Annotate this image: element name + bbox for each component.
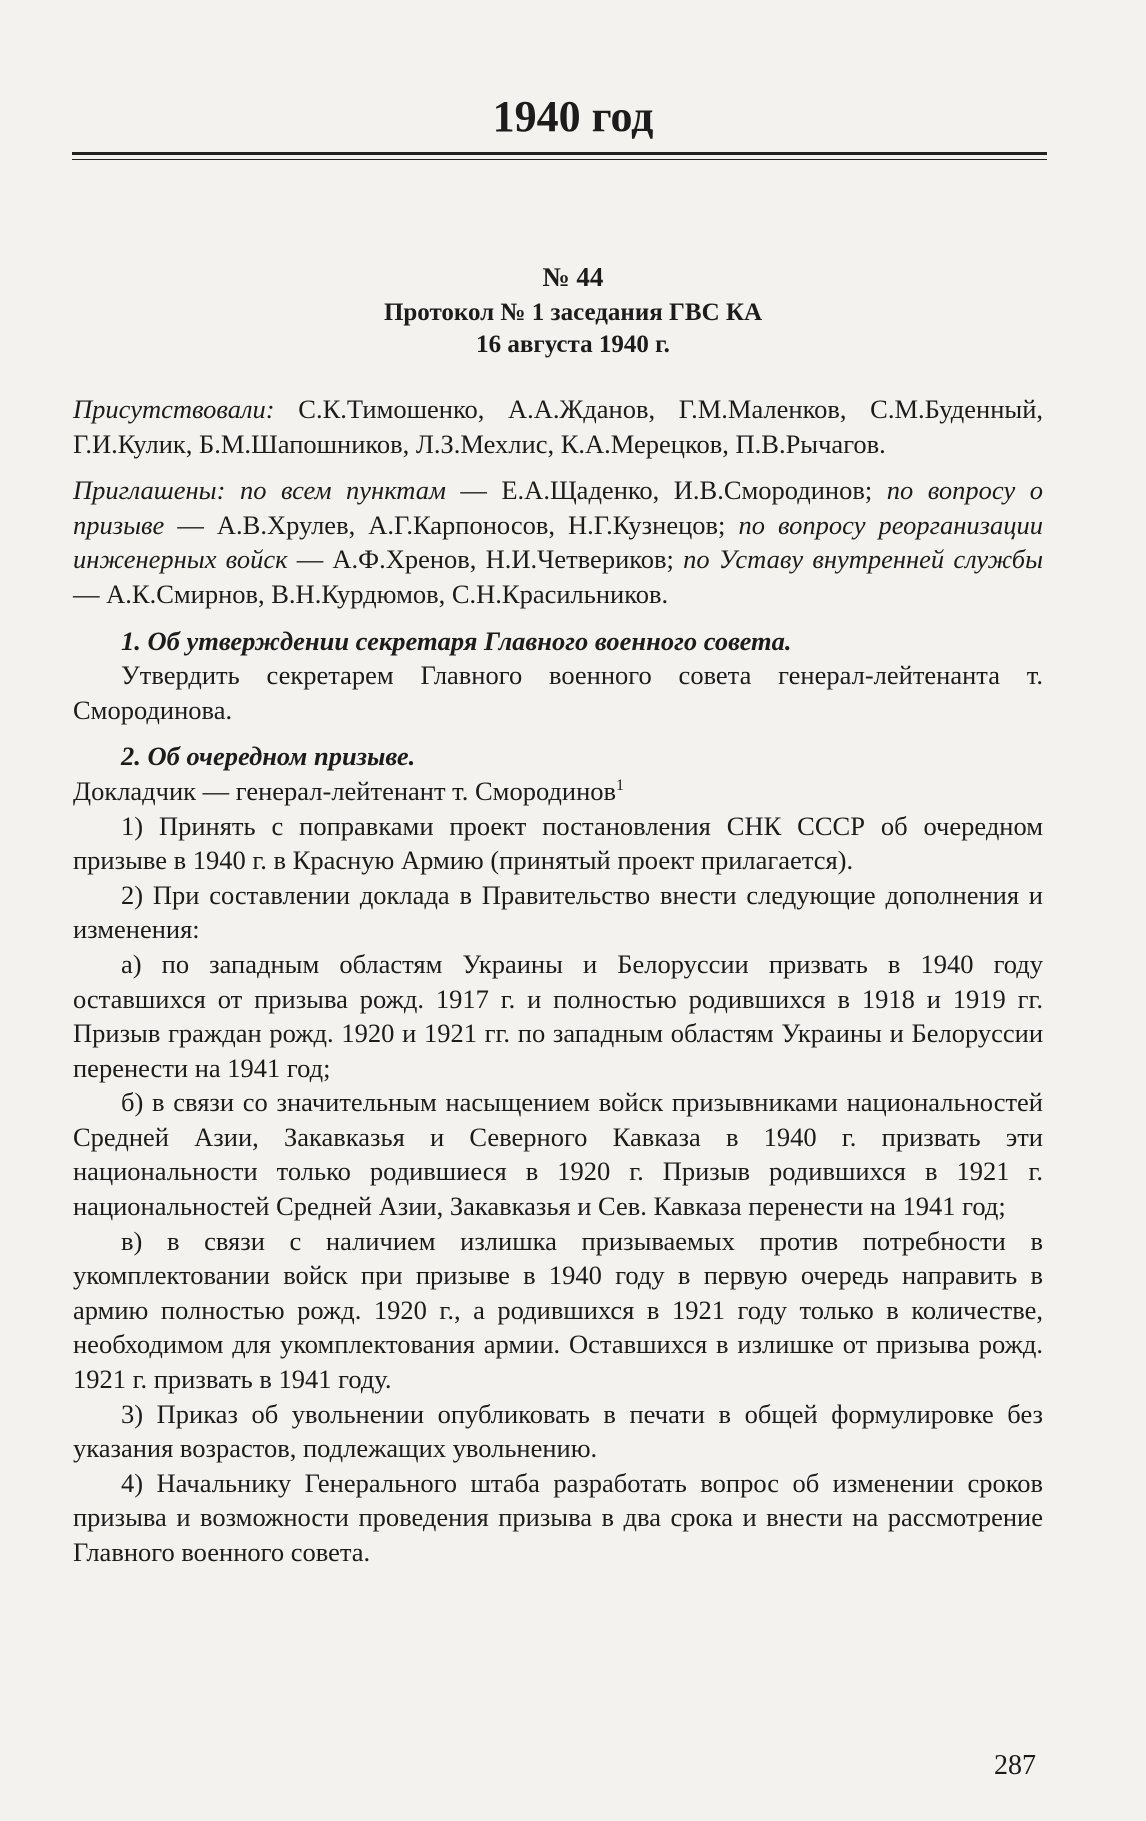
document-body [73,392,1043,1570]
invited-eng-label: по вопросу реорганизации инженерных войск [73,509,1044,575]
running-header-year: 1940 год [492,92,654,141]
section2-item-2a: а) по западным областям Украины и Белоруссии призвать в 1940 году оставшихся от призыва рожд. 1917 г. и полностью родившихся в 1918 и 1919 гг. Призыв граждан рожд. 1920 и 1921 гг. по западным областям Украины и Белоруссии перенести на 1941 год; [73,948,1043,1083]
section2-item-4: 4) Начальнику Генерального штаба разработать вопрос об изменении сроков призыва и возможности проведения призыва в два срока и внести на рассмотрение Главного военного совета. [73,1467,1043,1567]
section2-item-3: 3) Приказ об увольнении опубликовать в печати в общей формулировке без указания возрастов, подлежащих увольнению. [73,1398,1043,1464]
section2-item-2v: в) в связи с наличием излишка призываемых против потребности в укомплектовании войск при призыве в 1940 году в первую очередь направить в армию полностью рожд. 1920 г., а родившихся в 1921 году только в количестве, необходимом для укомплектования армии. Оставшихся в излишке от призыва рожд. 1921 г. призвать в 1941 году. [73,1225,1043,1395]
invited-draft-label: по вопросу о призыве [73,475,1043,540]
invited-eng-names: — А.Ф.Хренов, Н.И.Четвериков; [296,544,674,575]
section2-heading: 2. Об очередном призыве. [121,741,416,772]
section1-heading: 1. Об утверждении секретаря Главного военного совета. [121,625,792,656]
title-line-2: 16 августа 1940 г. [476,331,670,358]
invited-all-label: по всем пунктам [239,475,446,506]
section2-item-2b: б) в связи со значительным насыщением войск призывниками национальностей Средней Азии, Закавказья и Северного Кавказа в 1940 г. призвать эти национальности только родившиеся в 1920 г. Призыв родившихся в 1921 г. национальностей Средней Азии, Закавказья и Сев. Кавказа перенести на 1941 год; [73,1087,1043,1222]
header-rule-thick [72,152,1047,155]
page-number: 287 [994,1750,1036,1781]
section2-speaker-line [73,774,1043,809]
section1-text: Утвердить секретарем Главного военного совета генерал-лейтенанта т. Смородинова. [73,660,1043,725]
document-title [0,297,1146,361]
title-line-1: Протокол № 1 заседания ГВС КА [383,299,763,326]
invited-all-names: — Е.А.Щаденко, И.В.Смородинов; [460,475,873,506]
present-label: Присутствовали: [73,394,275,424]
section2-speaker: Докладчик — генерал-лейтенант т. Смородинов [73,775,617,806]
invited-draft-names: — А.В.Хрулев, А.Г.Карпоносов, Н.Г.Кузнецов; [177,509,726,540]
invited-charter-names: — А.К.Смирнов, В.Н.Курдюмов, С.Н.Красильников. [73,578,669,609]
present-names: С.К.Тимошенко, А.А.Жданов, Г.М.Маленков, С.М.Буденный, Г.И.Кулик, Б.М.Шапошников, Л.З.Мехлис, К.А.Мерецков, П.В.Рычагов. [73,394,1044,459]
invited-charter-label: по Уставу внутренней службы [683,544,1044,575]
footnote-mark: 1 [616,777,625,795]
invited-label: Приглашены: [73,475,226,506]
present-paragraph [73,392,1043,461]
section2-item-2: 2) При составлении доклада в Правительство внести следующие дополнения и изменения: [73,879,1043,945]
invited-paragraph [73,473,1043,611]
section2-item-1: 1) Принять с поправками проект постановления СНК СССР об очередном призыве в 1940 г. в Красную Армию (принятый проект прилагается). [73,810,1043,876]
document-number: № 44 [542,262,604,292]
header-rule-thin [72,159,1047,160]
